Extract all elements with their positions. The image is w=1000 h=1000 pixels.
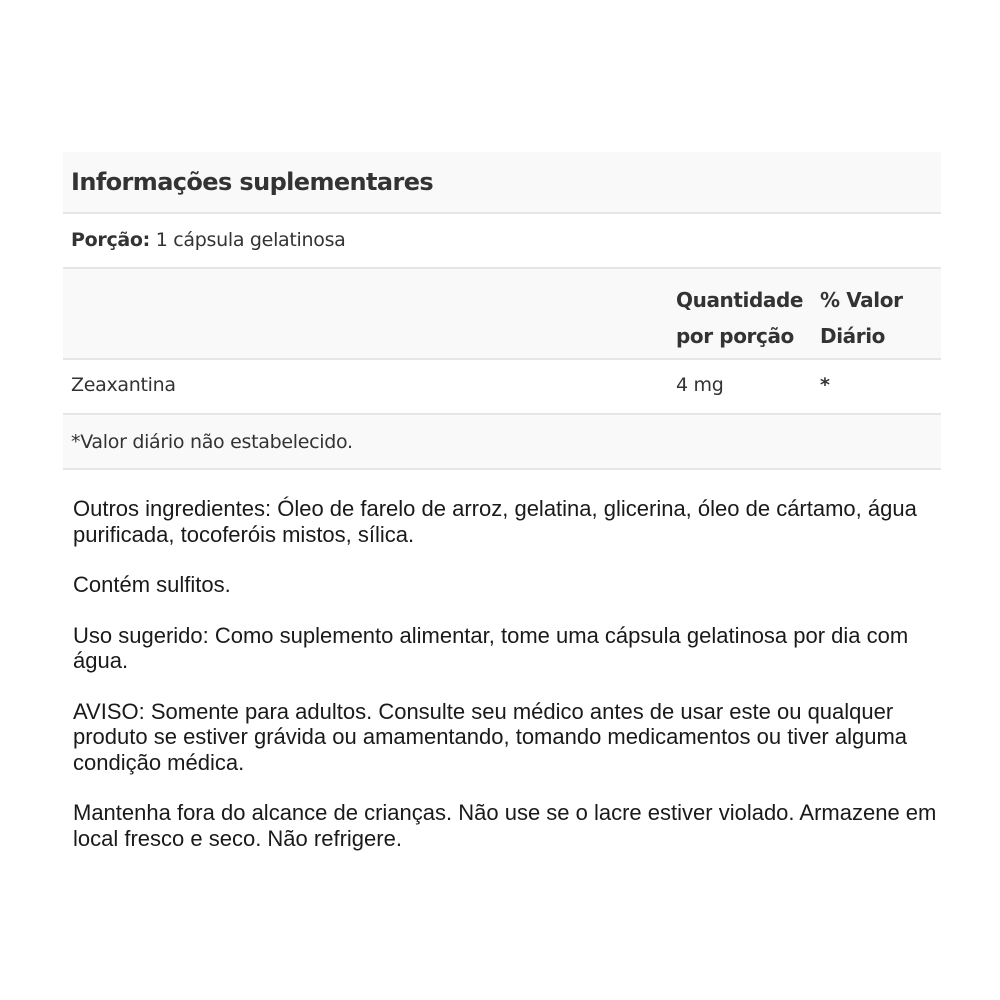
daily-value-footnote: *Valor diário não estabelecido. xyxy=(71,431,353,453)
amount-header-line1: Quantidade xyxy=(676,288,804,312)
sulfites-paragraph: Contém sulfitos. xyxy=(73,572,231,597)
amount-per-serving-header xyxy=(676,282,816,354)
nutrient-row xyxy=(63,360,941,415)
serving-size-value: 1 cápsula gelatinosa xyxy=(155,229,346,251)
serving-size xyxy=(71,229,346,251)
footnote-row xyxy=(63,415,941,470)
nutrient-name: Zeaxantina xyxy=(71,374,176,396)
daily-value-header xyxy=(820,282,930,354)
nutrient-daily-value: * xyxy=(820,374,830,396)
product-info-text xyxy=(73,496,953,876)
supplement-facts-table xyxy=(63,152,941,470)
nutrient-amount: 4 mg xyxy=(676,374,724,396)
other-ingredients-paragraph: Outros ingredientes: Óleo de farelo de arroz, gelatina, glicerina, óleo de cártamo, água purificada, tocoferóis mistos, sílica. xyxy=(73,496,917,547)
facts-title: Informações suplementares xyxy=(71,168,434,196)
storage-paragraph: Mantenha fora do alcance de crianças. Não use se o lacre estiver violado. Armazene em local fresco e seco. Não refrigere. xyxy=(73,800,937,851)
serving-size-label: Porção: xyxy=(71,229,150,251)
suggested-use-paragraph: Uso sugerido: Como suplemento alimentar, tome uma cápsula gelatinosa por dia com água. xyxy=(73,622,909,673)
facts-title-row xyxy=(63,152,941,214)
amount-header-line2: por porção xyxy=(676,324,794,348)
dv-header-line1: % Valor xyxy=(820,288,903,312)
serving-size-row xyxy=(63,214,941,269)
column-header-row xyxy=(63,269,941,360)
warning-paragraph: AVISO: Somente para adultos. Consulte seu médico antes de usar este ou qualquer produto se estiver grávida ou amamentando, tomando medicamentos ou tiver alguma condição médica. xyxy=(73,698,908,775)
dv-header-line2: Diário xyxy=(820,324,886,348)
